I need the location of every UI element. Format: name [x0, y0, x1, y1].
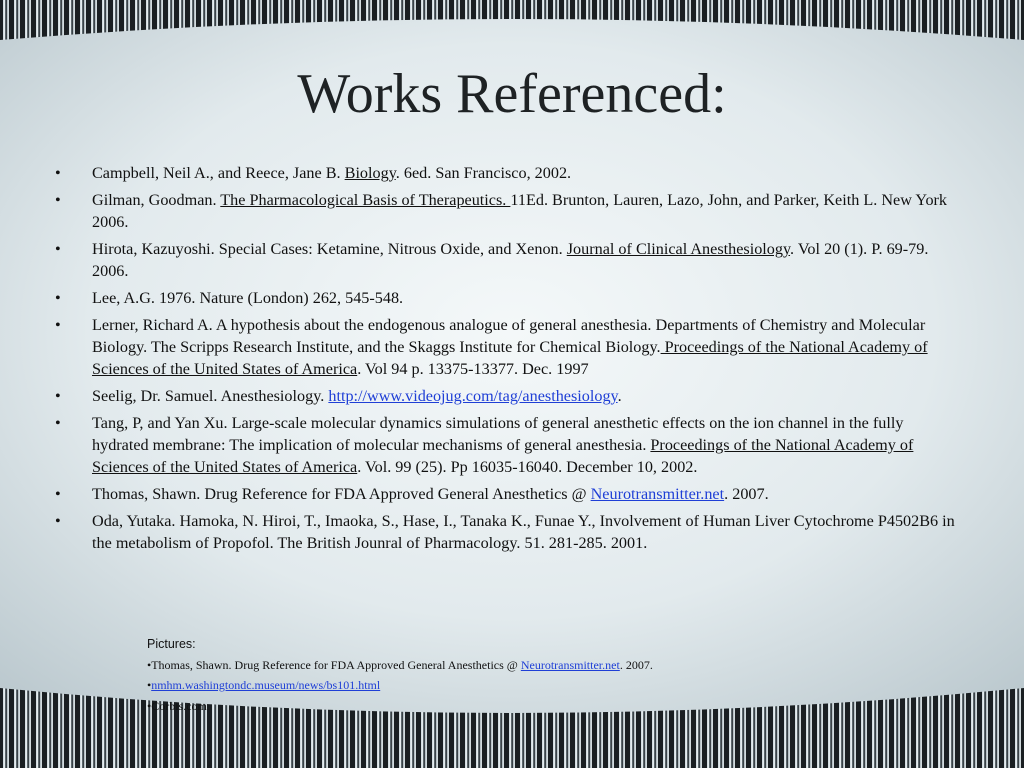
page-title: Works Referenced:	[297, 63, 727, 125]
reference-title: Journal of Clinical Anesthesiology	[566, 240, 791, 258]
reference-title: The Pharmacological Basis of Therapeutics.	[220, 191, 511, 209]
reference-title: Biology	[344, 164, 396, 182]
videojug-link[interactable]: http://www.videojug.com/tag/anesthesiology	[328, 387, 618, 405]
reference-list	[55, 162, 960, 559]
credit-text: . 2007.	[619, 657, 653, 672]
list-item	[55, 189, 960, 233]
reference-text: Seelig, Dr. Samuel. Anesthesiology.	[92, 387, 329, 405]
list-item	[55, 238, 960, 282]
credit-bullet: •	[147, 678, 152, 692]
bullet-mark: •	[55, 512, 61, 530]
reference-text: Gilman, Goodman.	[92, 191, 221, 209]
reference-text: 11Ed. Brunton, Lauren, Lazo, John, and Parker, Keith L. New York 2006.	[92, 191, 948, 231]
neurotransmitter-link[interactable]: Neurotransmitter.net	[590, 485, 725, 503]
bullet-mark: •	[55, 164, 61, 182]
bullet-mark: •	[55, 485, 61, 503]
list-item	[55, 412, 960, 478]
reference-text: Tang, P, and Yan Xu. Large-scale molecular dynamics simulations of general anesthetic effects on the ion channel in the fully hydrated membrane: The implication of molecular mechanisms of general anesthesia.	[92, 414, 904, 454]
reference-text: Oda, Yutaka. Hamoka, N. Hiroi, T., Imaoka, S., Hase, I., Tanaka K., Funae Y., Involvement of Human Liver Cytochrome P4502B6 in the metabolism of Propofol. The British Jounral of Pharmacology. 51. 281-285. 2001.	[92, 512, 955, 552]
list-item	[55, 483, 960, 505]
picture-credits	[147, 634, 947, 716]
reference-text: Lee, A.G. 1976. Nature (London) 262, 545-548.	[92, 289, 404, 307]
reference-text: Campbell, Neil A., and Reece, Jane B.	[92, 164, 345, 182]
reference-text: . Vol 94 p. 13375-13377. Dec. 1997	[357, 360, 589, 378]
reference-text: Hirota, Kazuyoshi. Special Cases: Ketamine, Nitrous Oxide, and Xenon.	[92, 240, 567, 258]
reference-text: . 6ed. San Francisco, 2002.	[395, 164, 572, 182]
reference-title: Proceedings of the National Academy of Sciences of the United States of America	[92, 436, 914, 476]
list-item	[55, 314, 960, 380]
picture-credit-2	[147, 675, 947, 696]
neurotransmitter-credit-link[interactable]: Neurotransmitter.net	[520, 657, 620, 672]
list-item	[55, 385, 960, 407]
reference-text: . Vol 20 (1). P. 69-79. 2006.	[92, 240, 929, 280]
nmhm-credit-link[interactable]: nmhm.washingtondc.museum/news/bs101.html	[151, 678, 381, 692]
reference-text: Lerner, Richard A. A hypothesis about the endogenous analogue of general anesthesia. Departments of Chemistry and Molecular Biology. The Scripps Research Institute, and the Skaggs Institute for Chemical Biology.	[92, 316, 926, 356]
bullet-mark: •	[55, 387, 61, 405]
reference-text: . Vol. 99 (25). Pp 16035-16040. December 10, 2002.	[357, 458, 698, 476]
list-item	[55, 287, 960, 309]
reference-text: . 2007.	[724, 485, 769, 503]
credit-text: •Thomas, Shawn. Drug Reference for FDA Approved General Anesthetics @	[147, 657, 521, 672]
list-item	[55, 510, 960, 554]
bullet-mark: •	[55, 414, 61, 432]
list-item	[55, 162, 960, 184]
pictures-heading: Pictures:	[147, 637, 196, 651]
reference-text: .	[617, 387, 622, 405]
reference-title: Proceedings of the National Academy of Sciences of the United States of America	[92, 338, 928, 378]
bullet-mark: •	[55, 289, 61, 307]
picture-credit-3: •Corbis.com	[147, 698, 207, 713]
bullet-mark: •	[55, 316, 61, 334]
bullet-mark: •	[55, 191, 61, 209]
reference-text: Thomas, Shawn. Drug Reference for FDA Approved General Anesthetics @	[92, 485, 591, 503]
bullet-mark: •	[55, 240, 61, 258]
picture-credit-1	[147, 655, 947, 676]
